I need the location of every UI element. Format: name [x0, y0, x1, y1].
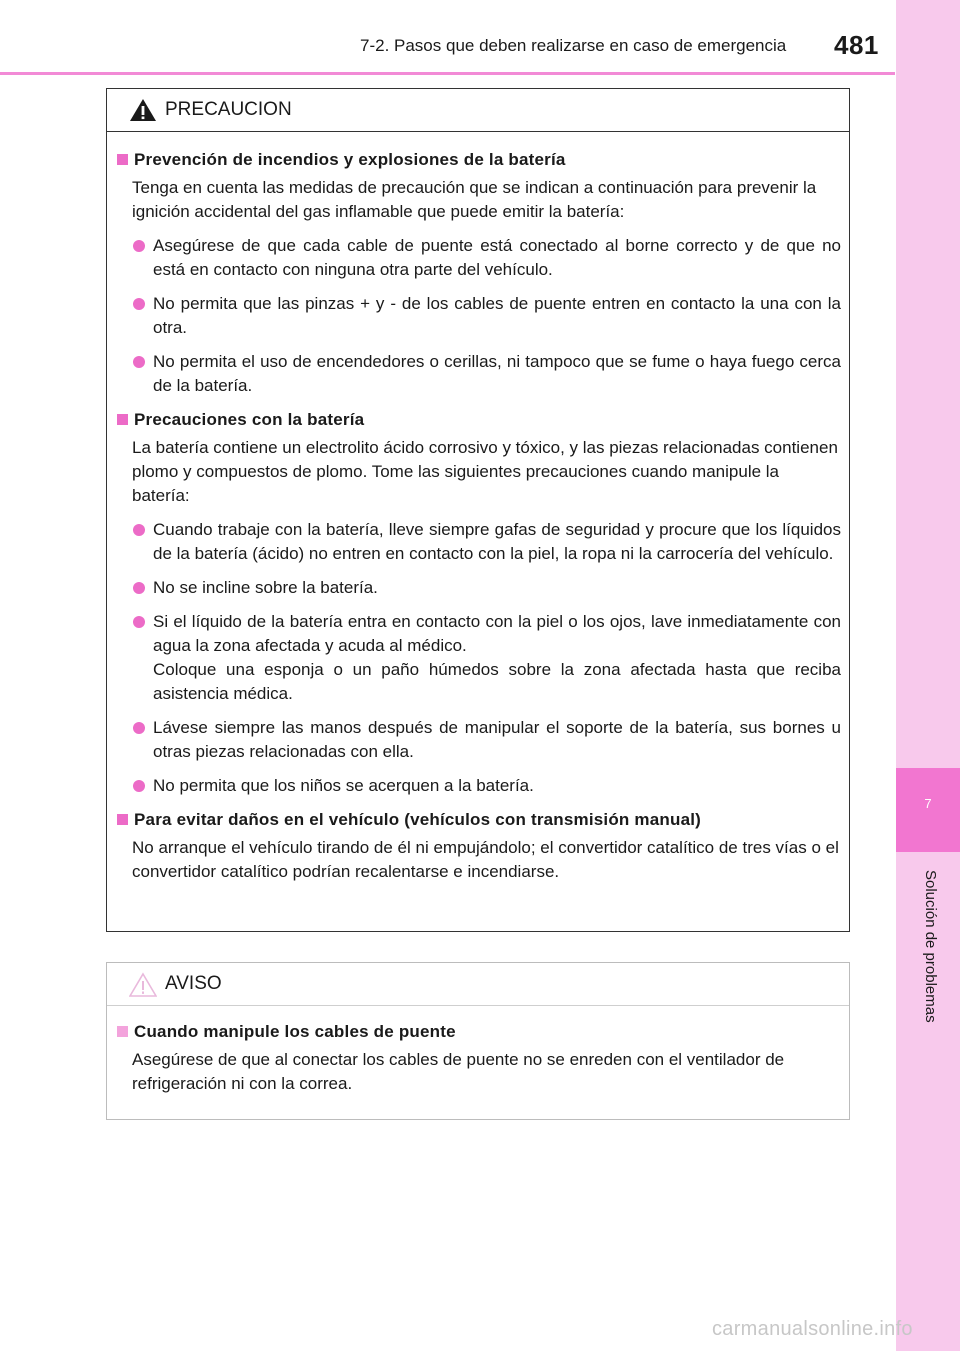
square-bullet-icon: [117, 154, 128, 165]
caution-box: [106, 88, 850, 932]
paragraph: Asegúrese de que al conectar los cables de puente no se enreden con el ventilador de refrigeración ni con la correa.: [132, 1050, 785, 1093]
list-item: No permita el uso de encendedores o cerillas, ni tampoco que se fume o haya fuego cerca de la batería.: [117, 350, 841, 398]
square-bullet-icon: [117, 1026, 128, 1037]
section-title: 7-2. Pasos que deben realizarse en caso de emergencia: [360, 36, 787, 55]
list-item: Asegúrese de que cada cable de puente está conectado al borne correcto y de que no está en contacto con ninguna otra parte del vehículo.: [117, 234, 841, 282]
list-item: No permita que los niños se acerquen a la batería.: [117, 774, 841, 798]
chapter-number: 7: [924, 796, 932, 811]
list-item: Lávese siempre las manos después de manipular el soporte de la batería, sus bornes u otras piezas relacionadas con ella.: [117, 716, 841, 764]
list-item: No se incline sobre la batería.: [117, 576, 841, 600]
section-heading: Precauciones con la batería: [117, 408, 841, 432]
watermark: carmanualsonline.info: [712, 1318, 913, 1340]
side-band: [896, 0, 960, 1351]
section-heading: Cuando manipule los cables de puente: [117, 1020, 841, 1044]
notice-header: [107, 963, 849, 1006]
paragraph: No arranque el vehículo tirando de él ni empujándolo; el convertidor catalítico de tres vías o el convertidor catalítico podrían recalentarse e incendiarse.: [132, 838, 839, 881]
paragraph: Tenga en cuenta las medidas de precaución que se indican a continuación para prevenir la ignición accidental del gas inflamable que puede emitir la batería:: [132, 178, 817, 221]
circle-bullet-icon: [133, 616, 145, 628]
circle-bullet-icon: [133, 356, 145, 368]
notice-heading: AVISO: [165, 973, 222, 994]
circle-bullet-icon: [133, 298, 145, 310]
circle-bullet-icon: [133, 524, 145, 536]
list-item: Cuando trabaje con la batería, lleve siempre gafas de seguridad y procure que los líquidos de la batería (ácido) no entren en contacto con la piel, la ropa ni la carrocería del vehículo.: [117, 518, 841, 566]
page-number: 481: [834, 30, 879, 60]
square-bullet-icon: [117, 414, 128, 425]
square-bullet-icon: [117, 814, 128, 825]
notice-box: [106, 962, 850, 1120]
section-heading: Prevención de incendios y explosiones de la batería: [117, 148, 841, 172]
header-divider: [0, 72, 895, 75]
paragraph: La batería contiene un electrolito ácido corrosivo y tóxico, y las piezas relacionadas contienen plomo y compuestos de plomo. Tome las siguientes precauciones cuando manipule la batería:: [132, 438, 838, 505]
warning-outline-icon: [129, 972, 157, 998]
warning-icon: [129, 98, 157, 122]
circle-bullet-icon: [133, 240, 145, 252]
section-heading: Para evitar daños en el vehículo (vehículos con transmisión manual): [117, 808, 841, 832]
chapter-label: Solución de problemas: [922, 870, 939, 1023]
circle-bullet-icon: [133, 780, 145, 792]
list-item: Si el líquido de la batería entra en contacto con la piel o los ojos, lave inmediatamente con agua la zona afectada y acuda al médico. Coloque una esponja o un paño húmedos sobre la zona afectada hasta que reciba asistencia médica.: [117, 610, 841, 706]
caution-header: [107, 89, 849, 132]
circle-bullet-icon: [133, 722, 145, 734]
caution-heading: PRECAUCION: [165, 99, 292, 120]
circle-bullet-icon: [133, 582, 145, 594]
list-item: No permita que las pinzas + y - de los cables de puente entren en contacto la una con la otra.: [117, 292, 841, 340]
